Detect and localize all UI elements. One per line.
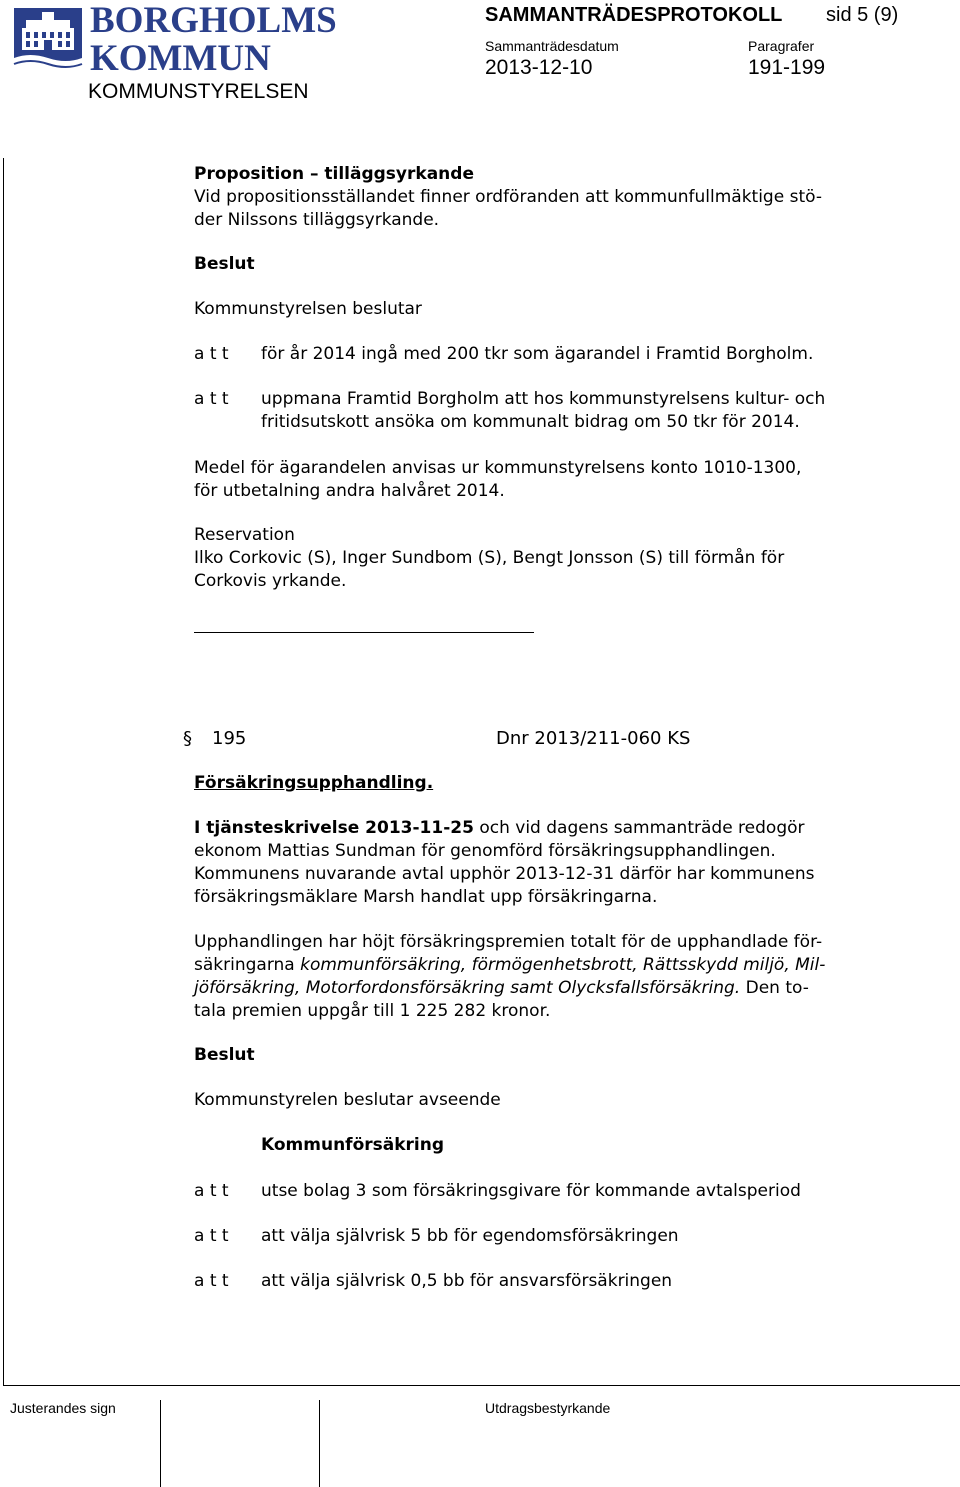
decision-item: för år 2014 ingå med 200 tkr som ägarandel i Framtid Borgholm. xyxy=(261,344,814,364)
reservation-text-line: Ilko Corkovic (S), Inger Sundbom (S), Bengt Jonsson (S) till förmån för xyxy=(194,548,785,568)
procurement-text-line xyxy=(194,954,825,977)
report-text-rest: och vid dagens sammanträde redogör xyxy=(473,818,805,838)
footer-divider-line xyxy=(3,1385,960,1386)
logo-text-line2: KOMMUN xyxy=(90,38,271,79)
decision-intro: Kommunstyrelsen beslutar xyxy=(194,299,422,319)
decision-intro: Kommunstyrelen beslutar avseende xyxy=(194,1090,501,1110)
footer-column-line xyxy=(319,1400,320,1487)
meeting-date-value: 2013-12-10 xyxy=(485,56,593,79)
reservation-heading: Reservation xyxy=(194,525,295,545)
insurance-types-italic: jöförsäkring, Motorfordonsförsäkring samt Olycksfallsförsäkring. xyxy=(194,978,741,998)
decision-item: utse bolag 3 som försäkringsgivare för kommande avtalsperiod xyxy=(261,1181,801,1201)
municipality-emblem-icon xyxy=(12,6,84,78)
logo-text-line1: BORGHOLMS xyxy=(90,0,337,41)
decision-item: uppmana Framtid Borgholm att hos kommunstyrelsens kultur- och xyxy=(261,389,826,409)
paragraph-mark: § xyxy=(183,728,192,749)
meeting-date-label: Sammanträdesdatum xyxy=(485,38,619,54)
decision-item-continued: fritidsutskott ansöka om kommunalt bidrag om 50 tkr för 2014. xyxy=(261,412,800,432)
procurement-text-line xyxy=(194,977,809,1000)
beslut-heading: Beslut xyxy=(194,1045,255,1065)
report-text-line: ekonom Mattias Sundman för genomförd försäkringsupphandlingen. xyxy=(194,841,776,861)
section-separator xyxy=(194,632,534,633)
proposition-text-line: der Nilssons tilläggsyrkande. xyxy=(194,210,440,230)
att-marker: a t t xyxy=(194,1271,229,1291)
diary-number: Dnr 2013/211-060 KS xyxy=(496,728,691,749)
insurance-types-italic: kommunförsäkring, förmögenhetsbrott, Rättsskydd miljö, Mil- xyxy=(300,955,826,975)
document-title: SAMMANTRÄDESPROTOKOLL xyxy=(485,4,783,26)
procurement-text-line: Upphandlingen har höjt försäkringspremien totalt för de upphandlade för- xyxy=(194,932,823,952)
left-margin-line xyxy=(3,158,4,1386)
decision-item: att välja självrisk 5 bb för egendomsförsäkringen xyxy=(261,1226,679,1246)
paragraphs-label: Paragrafer xyxy=(748,38,815,54)
extract-certification-label: Utdragsbestyrkande xyxy=(485,1400,611,1416)
decision-subheading: Kommunförsäkring xyxy=(261,1135,445,1155)
report-text-line: försäkringsmäklare Marsh handlat upp försäkringarna. xyxy=(194,887,658,907)
signature-label: Justerandes sign xyxy=(10,1400,116,1416)
report-text-line xyxy=(194,817,805,840)
procurement-text-plain: säkringarna xyxy=(194,955,301,975)
att-marker: a t t xyxy=(194,344,229,364)
att-marker: a t t xyxy=(194,1181,229,1201)
reservation-text-line: Corkovis yrkande. xyxy=(194,571,347,591)
report-date-bold: I tjänsteskrivelse 2013-11-25 xyxy=(194,818,474,838)
funding-text-line: för utbetalning andra halvåret 2014. xyxy=(194,481,505,501)
proposition-heading: Proposition – tilläggsyrkande xyxy=(194,164,474,184)
department-name: KOMMUNSTYRELSEN xyxy=(88,80,309,103)
footer-column-line xyxy=(160,1400,161,1487)
report-text-line: Kommunens nuvarande avtal upphör 2013-12-31 därför har kommunens xyxy=(194,864,815,884)
procurement-text-rest: Den to- xyxy=(740,978,809,998)
paragraphs-value: 191-199 xyxy=(748,56,826,79)
beslut-heading: Beslut xyxy=(194,254,255,274)
proposition-text-line: Vid propositionsställandet finner ordföranden att kommunfullmäktige stö- xyxy=(194,187,822,207)
att-marker: a t t xyxy=(194,389,229,409)
funding-text-line: Medel för ägarandelen anvisas ur kommunstyrelsens konto 1010-1300, xyxy=(194,458,802,478)
section-title: Försäkringsupphandling. xyxy=(194,773,434,793)
att-marker: a t t xyxy=(194,1226,229,1246)
decision-item: att välja självrisk 0,5 bb för ansvarsförsäkringen xyxy=(261,1271,673,1291)
procurement-text-line: tala premien uppgår till 1 225 282 kronor. xyxy=(194,1001,551,1021)
paragraph-number: 195 xyxy=(212,728,247,749)
page-number: sid 5 (9) xyxy=(826,4,899,26)
